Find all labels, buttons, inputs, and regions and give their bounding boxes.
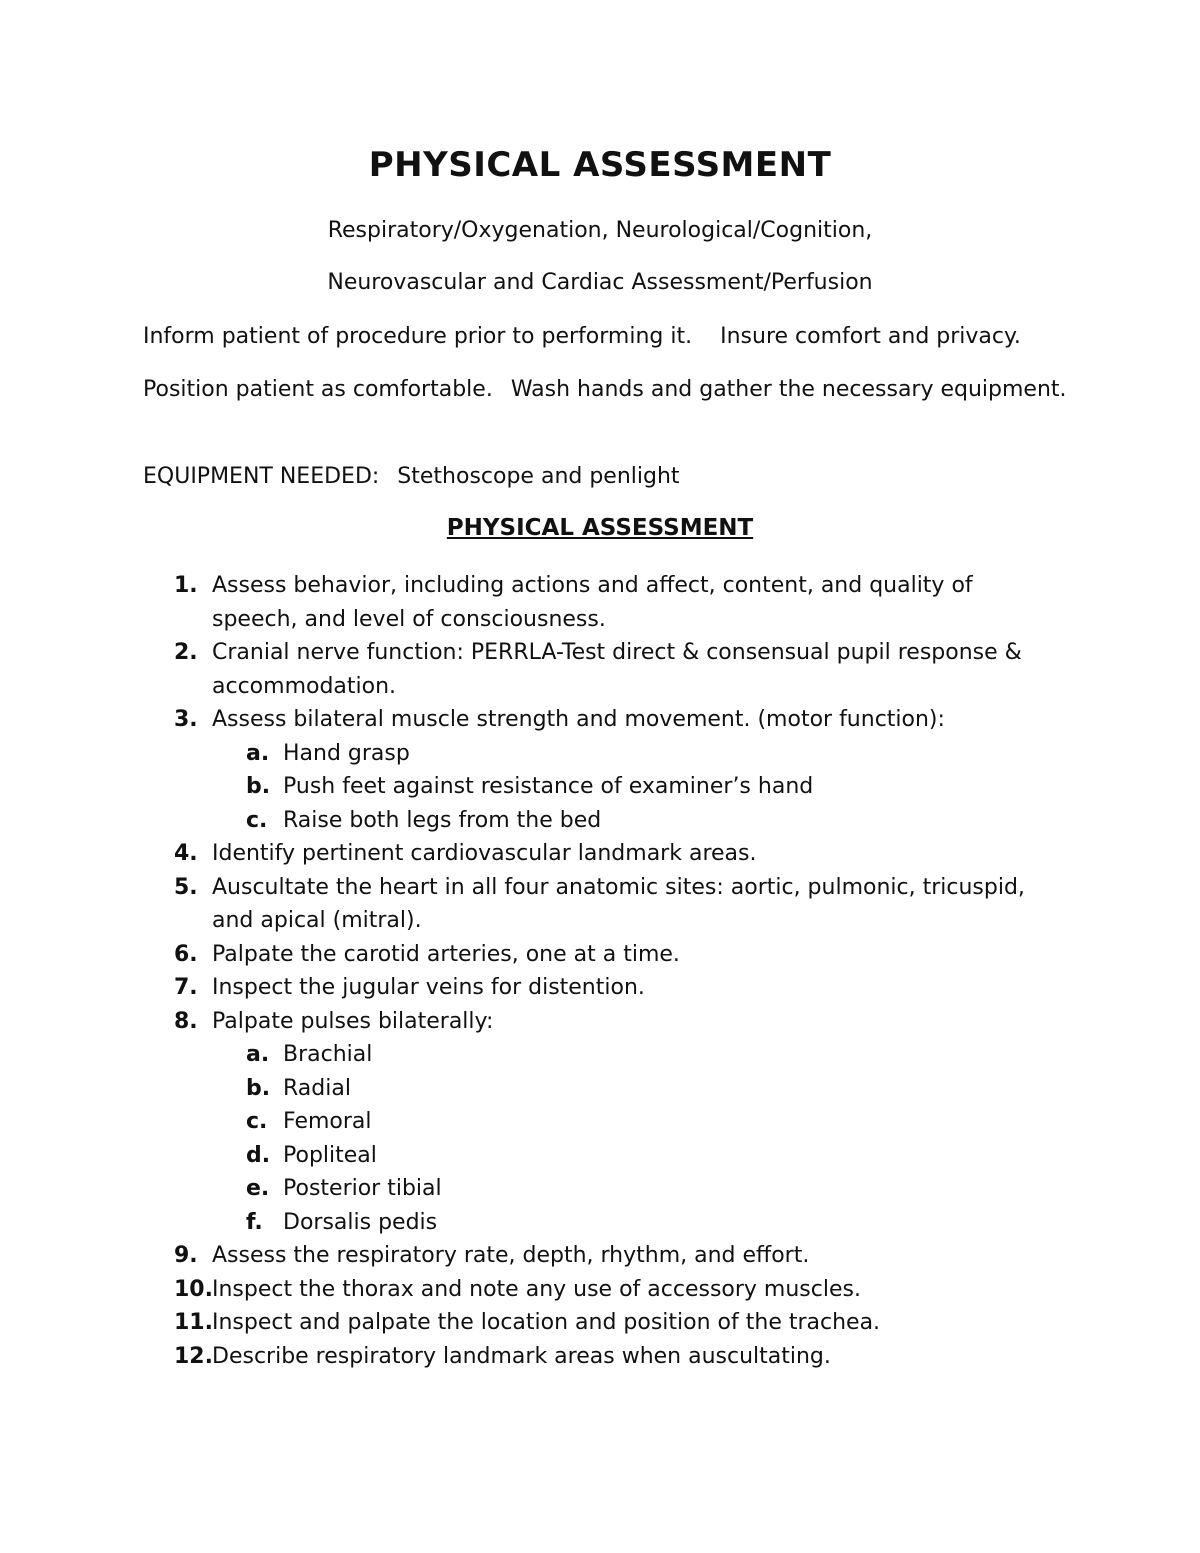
substep-text: Posterior tibial [283, 1176, 442, 1201]
substep-item [212, 1172, 1052, 1206]
step-number: 7. [174, 975, 198, 1000]
substep-item [212, 1072, 1052, 1106]
step-number: 12. [174, 1343, 213, 1369]
step-text: Describe respiratory landmark areas when auscultating. [212, 1343, 831, 1369]
step-number: 11. [174, 1310, 213, 1335]
step-text: Palpate pulses bilaterally: [212, 1008, 494, 1034]
substep-letter: a. [246, 1042, 270, 1067]
step-item-2 [0, 636, 1052, 703]
subtitle-line-2: Neurovascular and Cardiac Assessment/Perfusion [327, 270, 873, 295]
substep-text: Push feet against resistance of examiner’s hand [283, 774, 814, 799]
step-8-sublist [212, 1038, 1052, 1239]
section-heading: PHYSICAL ASSESSMENT [446, 515, 754, 541]
step-number: 9. [174, 1243, 198, 1268]
intro-paragraph-1 [143, 320, 1073, 353]
step-text: Inspect and palpate the location and position of the trachea. [212, 1310, 881, 1335]
step-text: Palpate the carotid arteries, one at a time. [212, 941, 680, 967]
substep-letter: a. [246, 740, 270, 766]
step-number: 10. [174, 1276, 213, 1302]
equipment-line [143, 460, 1073, 493]
intro-paragraph-1-part-1: Inform patient of procedure prior to performing it. [143, 324, 693, 349]
substep-item [212, 1139, 1052, 1173]
step-text: Assess bilateral muscle strength and movement. (motor function): [212, 707, 945, 732]
substep-item [212, 1206, 1052, 1240]
step-text: Inspect the jugular veins for distention. [212, 975, 645, 1000]
step-number: 6. [174, 941, 198, 967]
substep-text: Raise both legs from the bed [283, 807, 602, 833]
substep-text: Brachial [283, 1042, 373, 1067]
intro-paragraph-2-part-1: Position patient as comfortable. [143, 377, 493, 402]
step-number: 4. [174, 841, 198, 866]
step-text: Assess behavior, including actions and affect, content, and quality of speech, and level of consciousness. [212, 573, 973, 632]
step-text: Auscultate the heart in all four anatomic sites: aortic, pulmonic, tricuspid, and apical (mitral). [212, 874, 1025, 933]
substep-letter: b. [246, 1075, 271, 1101]
step-text: Inspect the thorax and note any use of accessory muscles. [212, 1276, 861, 1302]
substep-letter: c. [246, 1109, 268, 1134]
step-number: 3. [174, 707, 198, 732]
step-text: Cranial nerve function: PERRLA-Test direct & consensual pupil response & accommodation. [212, 640, 1022, 699]
substep-item [212, 1105, 1052, 1139]
step-item-4 [0, 837, 1052, 871]
intro-paragraph-1-part-2: Insure comfort and privacy. [720, 324, 1021, 349]
equipment-label: EQUIPMENT NEEDED: [143, 464, 380, 489]
assessment-steps-list [0, 569, 1200, 1373]
document-title: PHYSICAL ASSESSMENT [368, 145, 832, 185]
substep-item [212, 770, 1052, 804]
step-item-10 [0, 1273, 1052, 1307]
step-item-6 [0, 938, 1052, 972]
step-item-12 [0, 1340, 1052, 1374]
step-item-5 [0, 871, 1052, 938]
step-3-sublist [212, 737, 1052, 838]
substep-letter: b. [246, 774, 271, 799]
intro-paragraph-2-part-2: Wash hands and gather the necessary equipment. [510, 377, 1067, 402]
subtitle-line-1: Respiratory/Oxygenation, Neurological/Cognition, [327, 218, 873, 243]
substep-text: Hand grasp [283, 740, 410, 766]
equipment-value: Stethoscope and penlight [397, 464, 680, 489]
step-text: Identify pertinent cardiovascular landmark areas. [212, 841, 757, 866]
substep-item [212, 804, 1052, 838]
substep-letter: f. [246, 1209, 263, 1235]
substep-letter: c. [246, 807, 268, 833]
intro-paragraph-2 [143, 373, 1073, 406]
step-item-3 [0, 703, 1052, 837]
step-item-9 [0, 1239, 1052, 1273]
substep-text: Radial [283, 1075, 351, 1101]
substep-letter: e. [246, 1176, 270, 1201]
step-item-1 [0, 569, 1052, 636]
step-text: Assess the respiratory rate, depth, rhythm, and effort. [212, 1243, 810, 1268]
step-item-8 [0, 1005, 1052, 1240]
substep-text: Dorsalis pedis [283, 1209, 438, 1235]
step-number: 1. [174, 573, 198, 598]
substep-item [212, 737, 1052, 771]
step-number: 8. [174, 1008, 198, 1034]
step-item-7 [0, 971, 1052, 1005]
substep-text: Popliteal [283, 1142, 377, 1168]
step-item-11 [0, 1306, 1052, 1340]
substep-text: Femoral [283, 1109, 372, 1134]
step-number: 2. [174, 640, 198, 665]
substep-item [212, 1038, 1052, 1072]
step-number: 5. [174, 874, 198, 900]
substep-letter: d. [246, 1142, 271, 1168]
